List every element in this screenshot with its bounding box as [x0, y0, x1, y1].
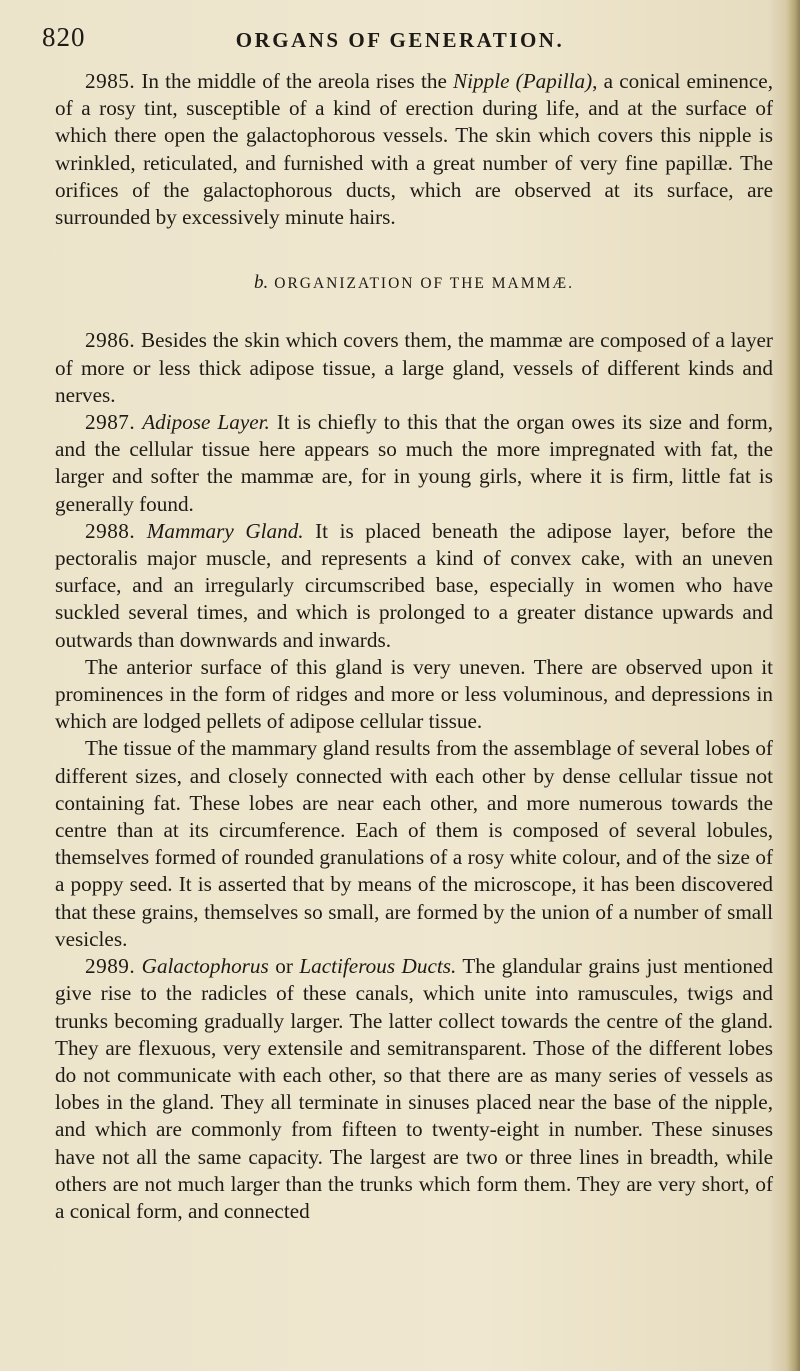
paragraph-number: 2988. — [85, 518, 136, 543]
term: Mammary Gland. — [146, 518, 304, 543]
paragraph-text: , a conical eminence, of a rosy tint, susceptible of a kind of erection during life, and at the surface of which there open the galactophorous vessels. The skin which covers this nipple is wrinkled, reticulated, and furnished with a great number of very fine papillæ. The orifices of the galactophorous ducts, which are observed at its surface, are surrounded by excessively minute hairs. — [55, 69, 773, 230]
paragraph-2989 — [55, 953, 773, 1225]
paragraph-2986 — [55, 327, 773, 409]
section-heading — [55, 269, 773, 297]
page-edge — [786, 0, 800, 1371]
term: Adipose Layer. — [142, 410, 270, 435]
paragraph-gland-tissue: The tissue of the mammary gland results from the assemblage of several lobes of different sizes, and closely connected with each other by dense cellular tissue not containing fat. These lobes are near each other, and more numerous towards the centre than at its circumference. Each of them is composed of several lobules, themselves formed of rounded granulations of a rosy white colour, and of the size of a poppy seed. It is asserted that by means of the microscope, it has been discovered that these grains, themselves so small, are formed by the union of a number of small vesicles. — [55, 736, 773, 951]
paragraph-text: In the middle of the areola rises the — [135, 69, 454, 93]
section-letter: b. — [254, 272, 269, 294]
page-header — [0, 22, 800, 62]
paragraph-number: 2986. — [85, 328, 136, 353]
paragraph-2988 — [55, 518, 773, 654]
paragraph-number: 2985. — [85, 69, 136, 93]
running-head: ORGANS OF GENERATION. — [235, 28, 565, 52]
term: Galactophorus — [141, 954, 269, 979]
page-body — [55, 68, 773, 1225]
term: Nipple (Papilla) — [453, 69, 593, 93]
paragraph-2987 — [55, 409, 773, 518]
term: Lactiferous Ducts. — [299, 954, 457, 979]
paragraph-number: 2987. — [85, 410, 136, 435]
paragraph-text: The glandular grains just mentioned give rise to the radicles of these canals, which unite into ramuscules, twigs and trunks becoming gradually larger. The latter collect towards the centre of the gland. They are flexuous, very extensile and semitransparent. Those of the different lobes do not communicate with each other, so that there are as many series of vessels as lobes in the gland. They all terminate in sinuses placed near the base of the nipple, and which are commonly from fifteen to twenty-eight in number. These sinuses have not all the same capacity. The largest are two or three lines in breadth, while others are not much larger than the trunks which form them. They are very short, of a conical form, and connected — [55, 954, 773, 1223]
paragraph-text: It is placed beneath the adipose layer, before the pectoralis major muscle, and represents a kind of convex cake, with an uneven surface, and an irregularly circumscribed base, especially in women who have suckled several times, and which is prolonged to a greater distance upwards and outwards than downwards and inwards. — [55, 518, 773, 652]
paragraph-number: 2989. — [85, 954, 136, 979]
conjunction: or — [268, 954, 300, 979]
paragraph-text: It is chiefly to this that the organ owes its size and form, and the cellular tissue here appears so much the more impregnated with fat, the larger and softer the mammæ are, for in young girls, where it is firm, little fat is generally found. — [55, 410, 774, 516]
page-number: 820 — [42, 22, 86, 52]
section-title: ORGANIZATION OF THE MAMMÆ. — [274, 275, 574, 293]
paragraph-text: Besides the skin which covers them, the mammæ are composed of a layer of more or less thick adipose tissue, a large gland, vessels of different kinds and nerves. — [55, 328, 773, 407]
paragraph-2985 — [55, 68, 773, 231]
paragraph-anterior-surface: The anterior surface of this gland is very uneven. There are observed upon it prominences in the form of ridges and more or less voluminous, and depressions in which are lodged pellets of adipose cellular tissue. — [55, 654, 773, 734]
